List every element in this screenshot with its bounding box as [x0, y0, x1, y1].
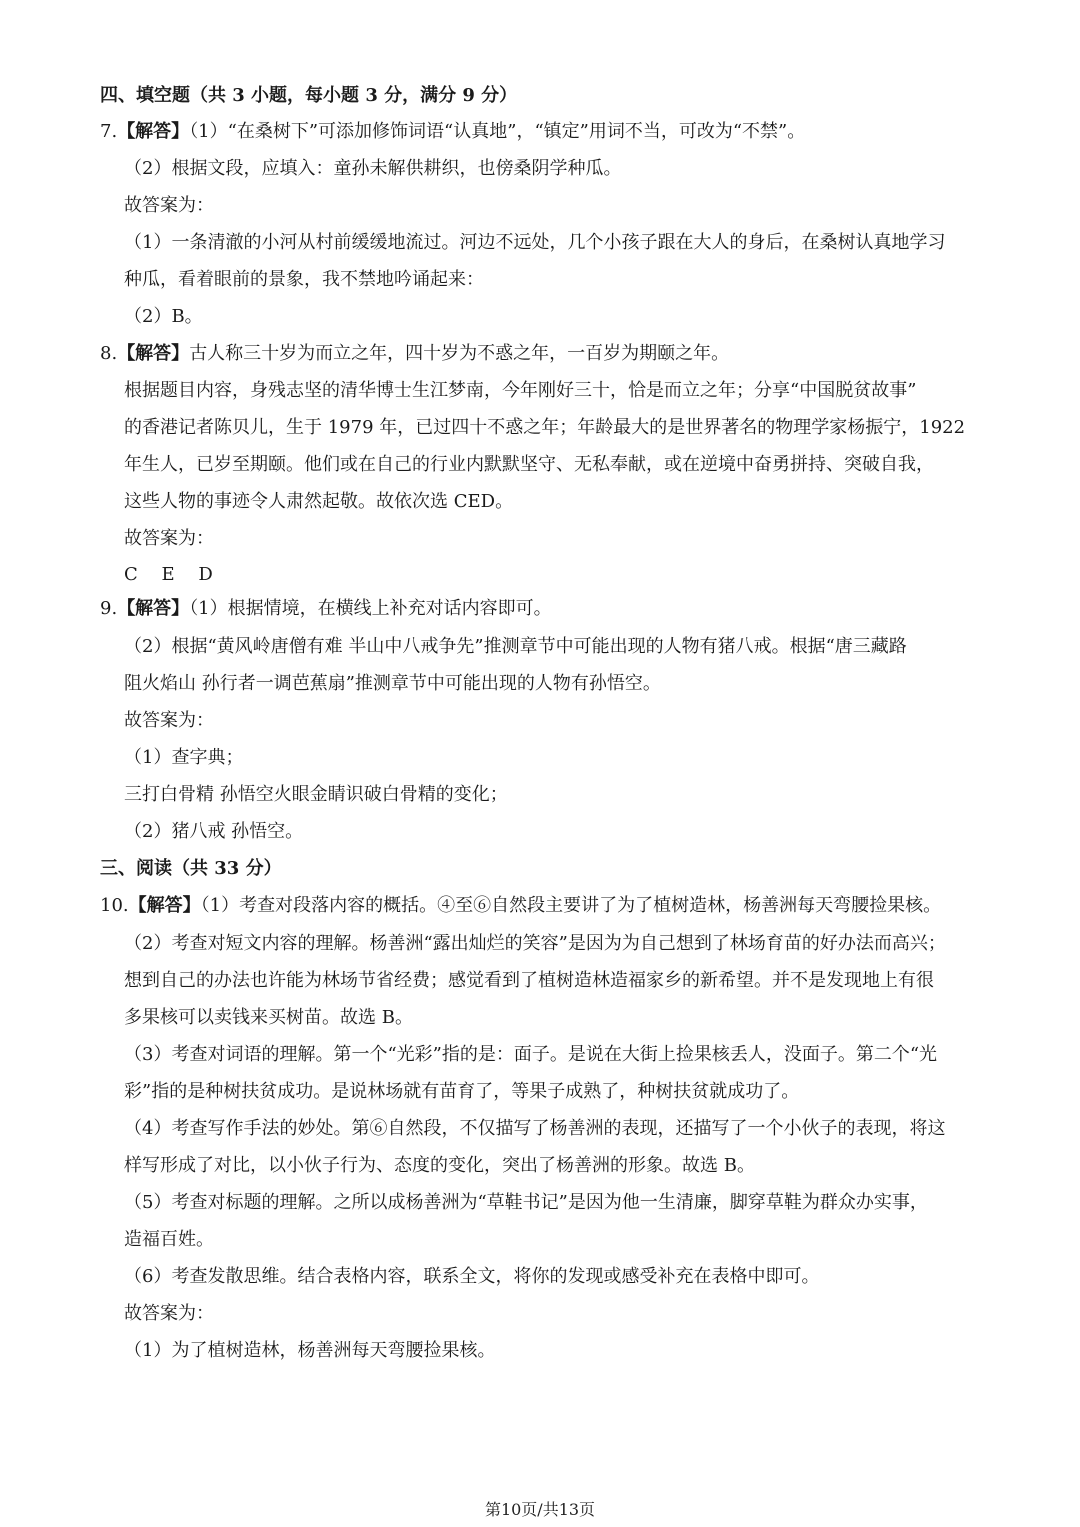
q9-line-2: （2）根据“黄风岭唐僧有难 半山中八戒争先”推测章节中可能出现的人物有猪八戒。根据“唐三藏路 — [124, 636, 907, 657]
q10-line-4: 多果核可以卖钱来买树苗。故选 B。 — [124, 1007, 413, 1028]
q10-line-13: （1）为了植树造林，杨善洲每天弯腰捡果核。 — [124, 1340, 496, 1361]
q10-line-12: 故答案为： — [124, 1303, 214, 1324]
q10-line-9: （5）考查对标题的理解。之所以成杨善洲为“草鞋书记”是因为他一生清廉，脚穿草鞋为群众办实事， — [124, 1192, 928, 1213]
q9-line-4: 故答案为： — [124, 710, 214, 731]
q8-line-1-text: 古人称三十岁为而立之年，四十岁为不惑之年，一百岁为期颐之年。 — [189, 343, 730, 364]
q8-answer-tag: 【解答】 — [117, 343, 190, 364]
q7-line-5: 种瓜，看着眼前的景象，我不禁地吟诵起来： — [124, 269, 484, 290]
q9-number: 9. — [100, 598, 118, 619]
q10-line-11: （6）考查发散思维。结合表格内容，联系全文，将你的发现或感受补充在表格中即可。 — [124, 1266, 820, 1287]
q8-line-7: C E D — [124, 564, 213, 585]
q10-number: 10. — [100, 895, 129, 916]
q10-line-10: 造福百姓。 — [124, 1229, 214, 1250]
q7-number: 7. — [100, 121, 118, 142]
q8-number: 8. — [100, 343, 118, 364]
q7-line-1-text: （1）“在桑树下”可添加修饰词语“认真地”，“镇定”用词不当，可改为“不禁”。 — [189, 121, 806, 142]
q7-line-2: （2）根据文段，应填入：童孙未解供耕织，也傍桑阴学种瓜。 — [124, 158, 622, 179]
q10-answer-tag: 【解答】 — [128, 895, 201, 916]
q7-line-3: 故答案为： — [124, 195, 214, 216]
q10-line-2: （2）考查对短文内容的理解。杨善洲“露出灿烂的笑容”是因为为自己想到了林场育苗的好办法而高兴； — [124, 933, 946, 954]
q7-line-4: （1）一条清澈的小河从村前缓缓地流过。河边不远处，几个小孩子跟在大人的身后，在桑树认真地学习 — [124, 232, 946, 253]
section-4-title: 四、填空题（共 3 小题，每小题 3 分，满分 9 分） — [100, 85, 518, 106]
q9-answer-tag: 【解答】 — [117, 598, 190, 619]
q8-line-5: 这些人物的事迹令人肃然起敬。故依次选 CED。 — [124, 491, 514, 512]
q10-line-6: 彩”指的是种树扶贫成功。是说林场就有苗育了，等果子成熟了，种树扶贫就成功了。 — [124, 1081, 800, 1102]
q10-line-8: 样写形成了对比，以小伙子行为、态度的变化，突出了杨善洲的形象。故选 B。 — [124, 1155, 755, 1176]
q10-line-1-text: （1）考查对段落内容的概括。④至⑥自然段主要讲了为了植树造林，杨善洲每天弯腰捡果核。 — [200, 895, 942, 916]
q7-line-1 — [100, 120, 805, 144]
q7-answer-tag: 【解答】 — [117, 121, 190, 142]
q9-line-1-text: （1）根据情境，在横线上补充对话内容即可。 — [189, 598, 552, 619]
q8-line-4: 年生人，已岁至期颐。他们或在自己的行业内默默坚守、无私奉献，或在逆境中奋勇拼持、突破自我， — [124, 454, 934, 475]
q10-line-1 — [100, 894, 941, 918]
page-number-footer: 第10页/共13页 — [484, 1500, 596, 1519]
q8-line-3: 的香港记者陈贝儿，生于 1979 年，已过四十不惑之年；年龄最大的是世界著名的物理学家杨振宁，1922 — [124, 417, 966, 438]
q10-line-7: （4）考查写作手法的妙处。第⑥自然段，不仅描写了杨善洲的表现，还描写了一个小伙子的表现，将这 — [124, 1118, 946, 1139]
section-3-title: 三、阅读（共 33 分） — [100, 858, 282, 879]
q9-line-1 — [100, 597, 552, 621]
q8-line-6: 故答案为： — [124, 528, 214, 549]
q9-line-7: （2）猪八戒 孙悟空。 — [124, 821, 304, 842]
q8-line-1 — [100, 342, 729, 366]
q9-line-3: 阻火焰山 孙行者一调芭蕉扇”推测章节中可能出现的人物有孙悟空。 — [124, 673, 661, 694]
q9-line-5: （1）查字典； — [124, 747, 244, 768]
q8-line-2: 根据题目内容，身残志坚的清华博士生江梦南，今年刚好三十，恰是而立之年；分享“中国脱贫故事” — [124, 380, 917, 401]
q10-line-5: （3）考查对词语的理解。第一个“光彩”指的是：面子。是说在大街上捡果核丢人，没面子。第二个“光 — [124, 1044, 938, 1065]
q7-line-6: （2）B。 — [124, 306, 203, 327]
q9-line-6: 三打白骨精 孙悟空火眼金睛识破白骨精的变化； — [124, 784, 508, 805]
q10-line-3: 想到自己的办法也许能为林场节省经费；感觉看到了植树造林造福家乡的新希望。并不是发现地上有很 — [124, 970, 934, 991]
